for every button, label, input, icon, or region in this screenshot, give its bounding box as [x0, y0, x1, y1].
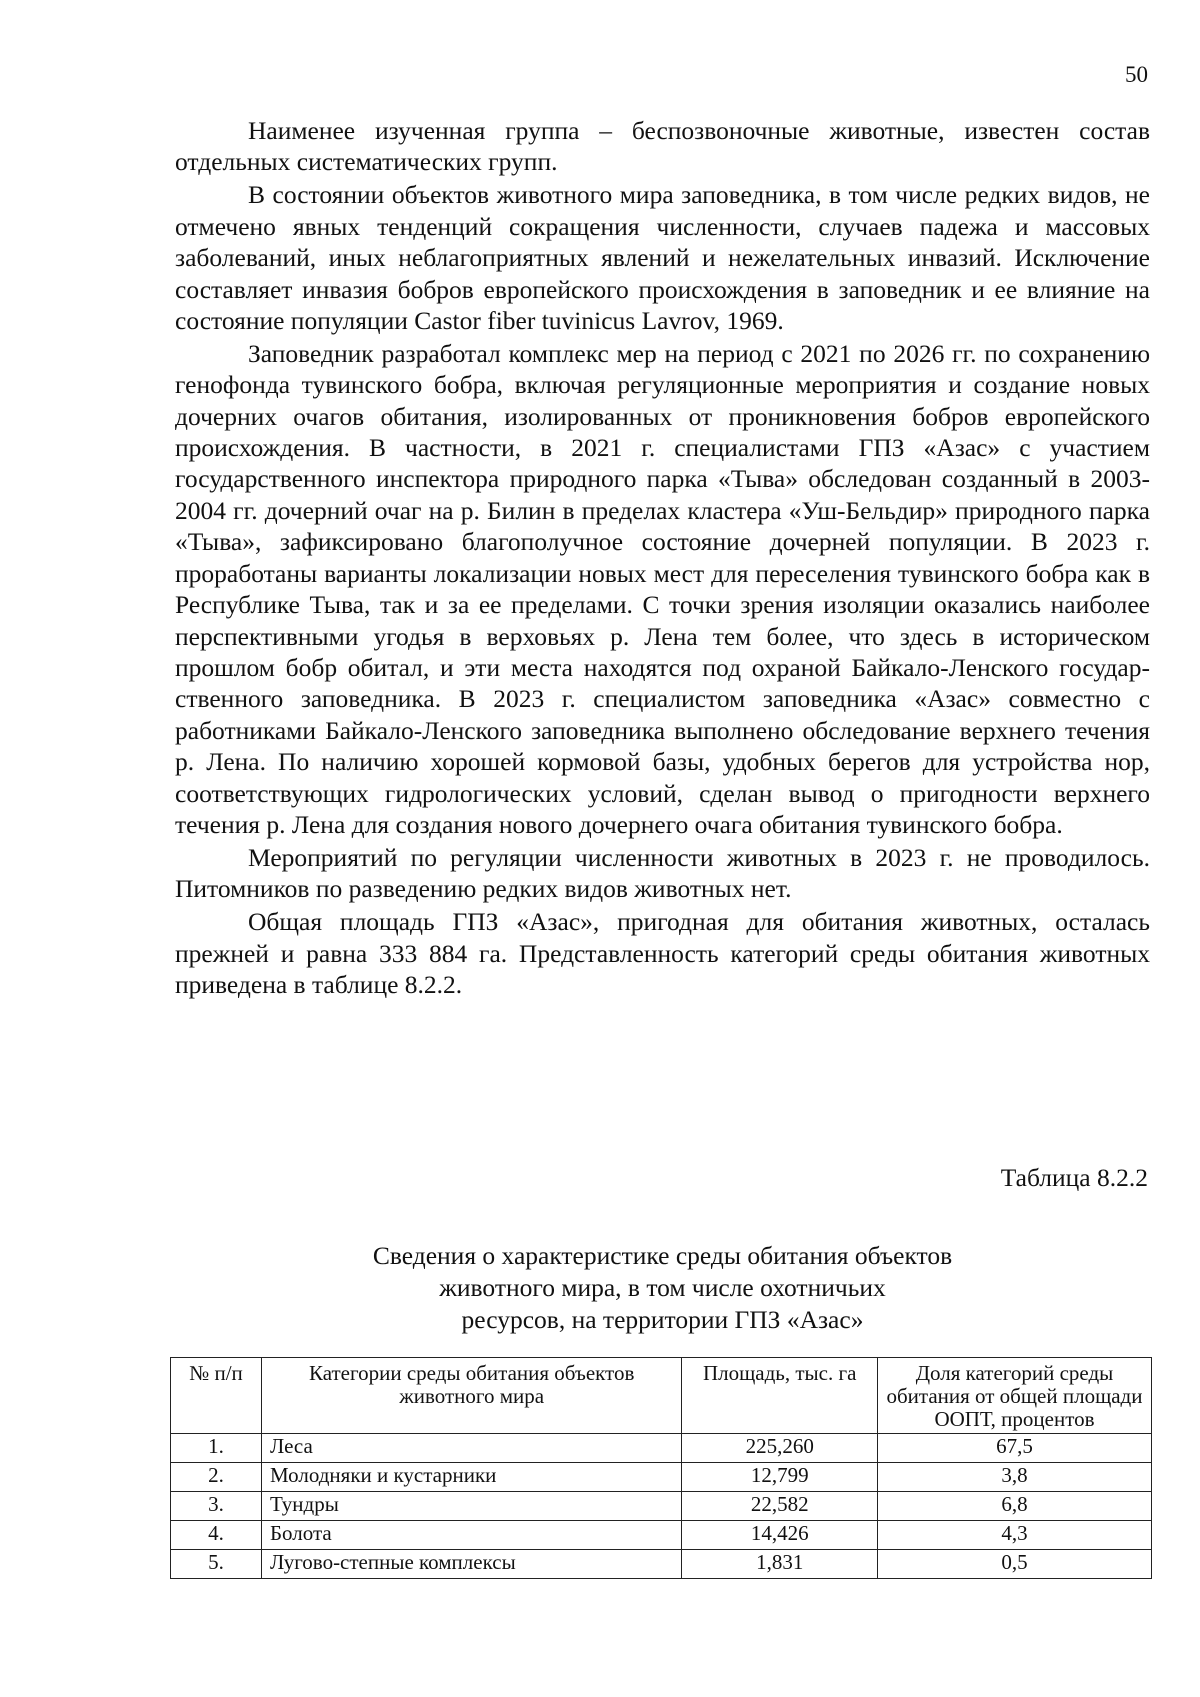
habitat-table — [170, 1357, 1152, 1579]
cell-category: Лугово-степные комплексы — [261, 1550, 681, 1579]
cell-num: 4. — [171, 1521, 262, 1550]
paragraph: Наименее изученная группа – беспозвоночные животные, известен состав отдельных систематических групп. — [175, 116, 1150, 177]
page-number: 50 — [1125, 62, 1148, 87]
cell-category: Болота — [261, 1521, 681, 1550]
cell-share: 0,5 — [877, 1550, 1151, 1579]
cell-num: 3. — [171, 1492, 262, 1521]
header-category: Категории среды обитания объектов животного мира — [261, 1358, 681, 1434]
cell-category: Леса — [261, 1434, 681, 1463]
header-share: Доля категорий среды обитания от общей площади ООПТ, процентов — [877, 1358, 1151, 1434]
cell-area: 12,799 — [682, 1463, 878, 1492]
table-row — [171, 1521, 1152, 1550]
cell-share: 3,8 — [877, 1463, 1151, 1492]
cell-category: Тундры — [261, 1492, 681, 1521]
cell-category: Молодняки и кустарники — [261, 1463, 681, 1492]
paragraph: Общая площадь ГПЗ «Азас», пригодная для обитания животных, осталась прежней и равна 333 884 га. Представленность категорий среды обитания животных приведена в таблице 8.2.2. — [175, 907, 1150, 999]
header-area: Площадь, тыс. га — [682, 1358, 878, 1434]
cell-area: 22,582 — [682, 1492, 878, 1521]
cell-num: 5. — [171, 1550, 262, 1579]
cell-area: 1,831 — [682, 1550, 878, 1579]
table-caption-line: Сведения о характеристике среды обитания объектов — [372, 1241, 953, 1270]
cell-share: 67,5 — [877, 1434, 1151, 1463]
table-caption — [175, 1240, 1150, 1336]
cell-area: 225,260 — [682, 1434, 878, 1463]
table-row — [171, 1492, 1152, 1521]
cell-num: 2. — [171, 1463, 262, 1492]
body-text — [175, 115, 1150, 1002]
paragraph: Мероприятий по регуляции численности животных в 2023 г. не проводилось. Питомников по разведению редких видов животных нет. — [175, 842, 1150, 904]
table-label: Таблица 8.2.2 — [1000, 1163, 1148, 1192]
cell-num: 1. — [171, 1434, 262, 1463]
table-row — [171, 1434, 1152, 1463]
paragraph: Заповедник разработал комплекс мер на период с 2021 по 2026 гг. по сохранению генофонда тувинского бобра, включая регуляционные мероприятия и создание новых дочерних очагов обитания, изолированных от проникновения бобров европейского происхождения. В частности, в 2021 г. специалистами ГПЗ «Азас» с участием государственного инспектора природного парка «Тыва» обследован созданный в 2003-2004 гг. дочерний очаг на р. Билин в пределах кластера «Уш-Бельдир» природного парка «Тыва», зафиксировано благополучное состояние дочерней популяции. В 2023 г. проработаны варианты локализации новых мест для переселения тувинского бобра как в Республике Тыва, так и за ее пределами. С точки зрения изоляции оказались наиболее перспективными угодья в верховьях р. Лена тем более, что здесь в историческом прошлом бобр обитал, и эти места находятся под охраной Байкало-Ленского государственного заповедника. В 2023 г. специалистом заповедника «Азас» совместно с работниками Байкало-Ленского заповедника выполнено обследование верхнего течения р. Лена. По наличию хорошей кормовой базы, удобных берегов для устройства нор, соответствующих гидрологических условий, сделан вывод о пригодности верхнего течения р. Лена для создания нового дочернего очага обитания тувинского бобра. — [175, 338, 1150, 839]
table-header-row — [171, 1358, 1152, 1434]
table-row — [171, 1463, 1152, 1492]
table-caption-line: ресурсов, на территории ГПЗ «Азас» — [461, 1305, 864, 1334]
header-num: № п/п — [171, 1358, 262, 1434]
table-caption-line: животного мира, в том числе охотничьих — [439, 1273, 886, 1302]
cell-share: 4,3 — [877, 1521, 1151, 1550]
table-row — [171, 1550, 1152, 1579]
paragraph: В состоянии объектов животного мира заповедника, в том числе редких видов, не отмечено явных тенденций сокращения численности, случаев падежа и массовых заболеваний, иных неблагоприятных явлений и нежелательных инвазий. Исключение составляет инвазия бобров европейского происхождения в заповедник и ее влияние на состояние популяции Castor fiber tuvinicus Lavrov, 1969. — [175, 180, 1150, 335]
cell-share: 6,8 — [877, 1492, 1151, 1521]
cell-area: 14,426 — [682, 1521, 878, 1550]
